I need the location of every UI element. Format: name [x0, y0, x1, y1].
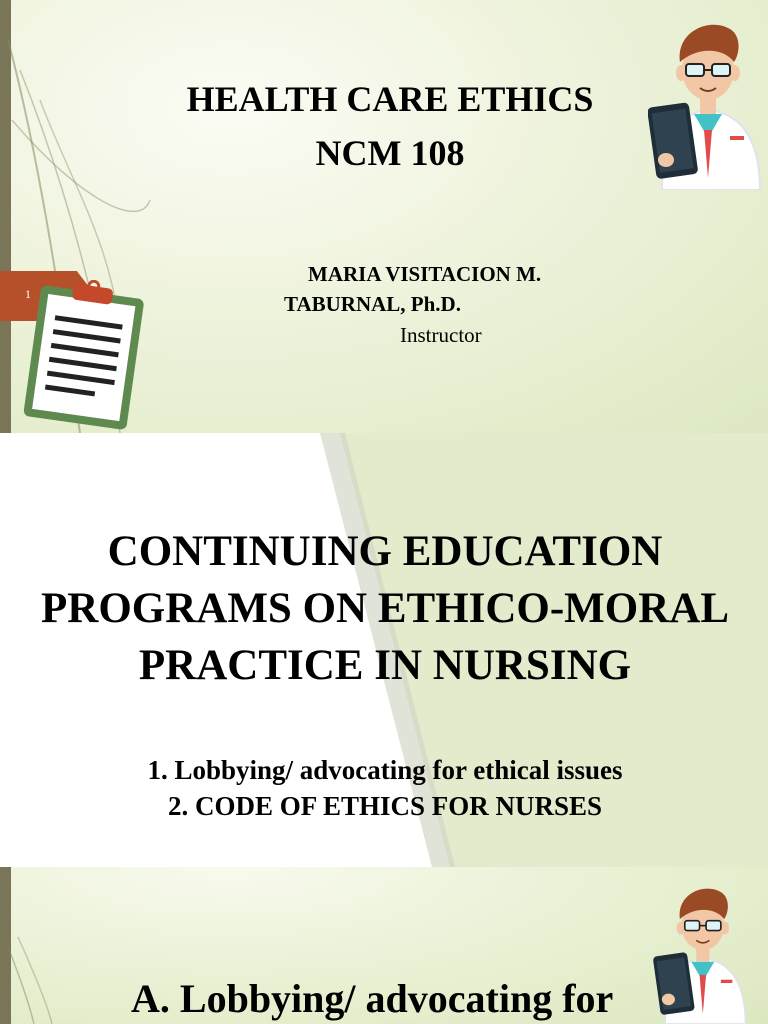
instructor-name-line1: MARIA VISITACION M. — [308, 262, 542, 286]
doctor-illustration — [652, 883, 752, 1024]
slide-number: 1 — [25, 287, 31, 301]
slide-1 — [0, 0, 768, 433]
instructor-role: Instructor — [400, 323, 482, 347]
course-code: NCM 108 — [315, 133, 465, 173]
slide-3 — [0, 867, 768, 1024]
topic-item-1: 1. Lobbying/ advocating for ethical issues — [147, 755, 623, 785]
presentation-title: HEALTH CARE ETHICS — [186, 79, 594, 119]
instructor-name-line2: TABURNAL, Ph.D. — [284, 292, 461, 316]
clipboard-icon — [22, 280, 152, 432]
topic-item-2: 2. CODE OF ETHICS FOR NURSES — [167, 791, 603, 821]
slide-2 — [0, 433, 768, 867]
section-title: CONTINUING EDUCATION PROGRAMS ON ETHICO-MORAL PRACTICE IN NURSING — [41, 528, 729, 689]
section-heading: A. Lobbying/ advocating for — [131, 976, 614, 1021]
